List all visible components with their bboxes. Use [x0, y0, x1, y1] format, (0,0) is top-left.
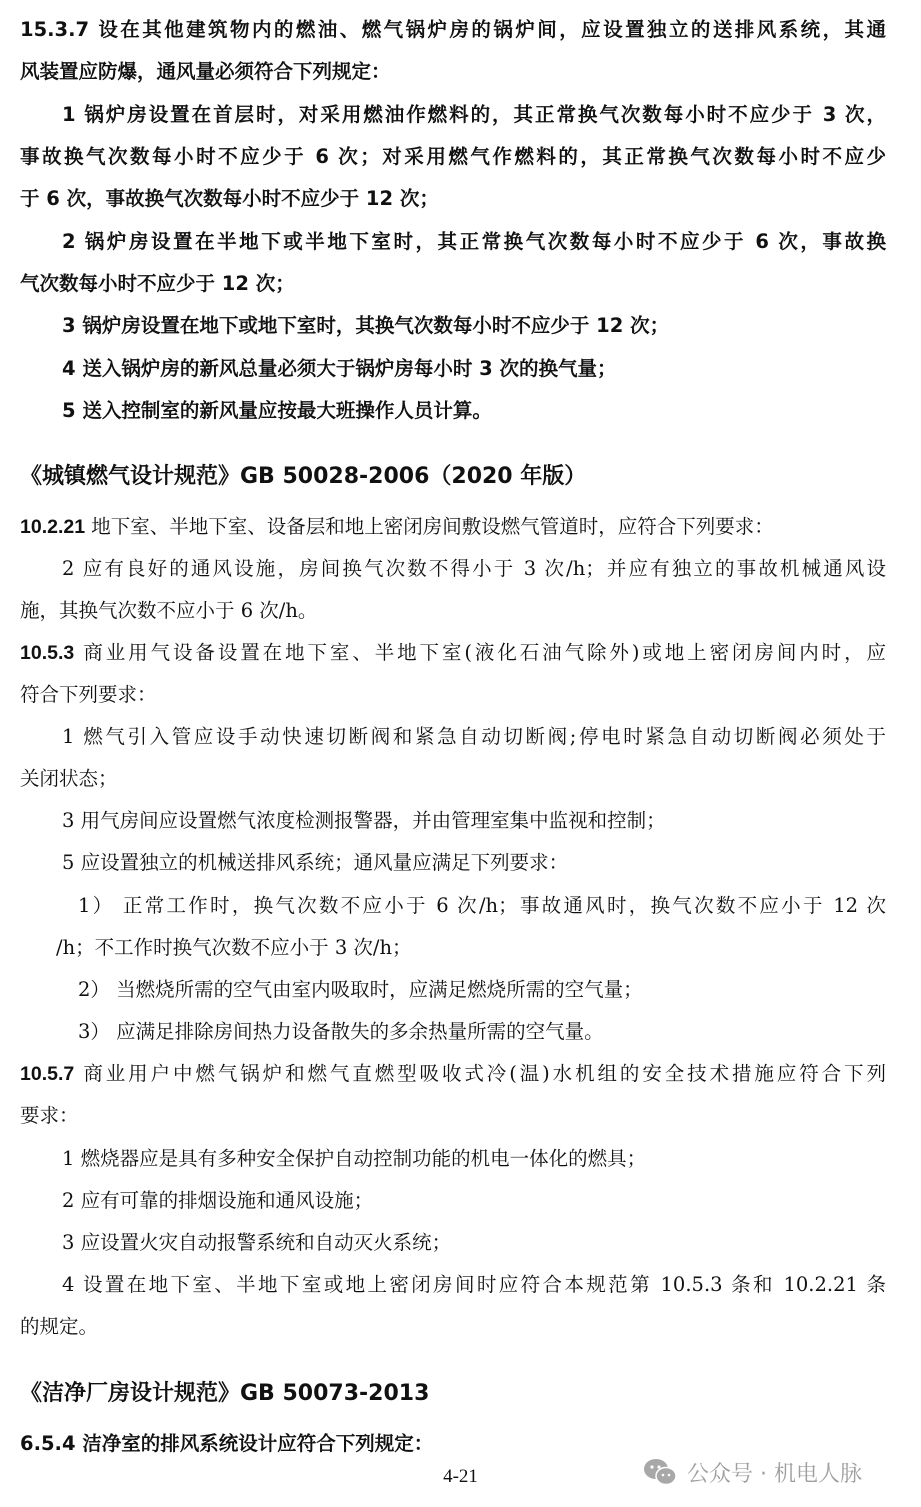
clause-10-2-21-item-2-line-2: 施，其换气次数不应小于 6 次/h。	[20, 599, 318, 622]
watermark	[643, 1455, 862, 1489]
item-1-line-1: 1 锅炉房设置在首层时，对采用燃油作燃料的，其正常换气次数每小时不应少于 3 次，	[62, 103, 886, 126]
clause-text: 地下室、半地下室、设备层和地上密闭房间敷设燃气管道时，应符合下列要求：	[85, 515, 774, 538]
clause-10-5-7-item-4-line-1: 4 设置在地下室、半地下室或地上密闭房间时应符合本规范第 10.5.3 条和 10.2.21 条	[62, 1273, 886, 1296]
clause-10-5-3-item-1-line-1: 1 燃气引入管应设手动快速切断阀和紧急自动切断阀;停电时紧急自动切断阀必须处于	[62, 725, 886, 748]
clause-10-5-3-line-1	[20, 641, 886, 665]
clause-10-5-7-line-2: 要求：	[20, 1104, 79, 1127]
watermark-text: 公众号 · 机电人脉	[687, 1461, 862, 1487]
item-2-line-1: 2 锅炉房设置在半地下或半地下室时，其正常换气次数每小时不应少于 6 次，事故换	[62, 230, 886, 253]
clause-10-5-3-sub-3: 3） 应满足排除房间热力设备散失的多余热量所需的空气量。	[78, 1020, 604, 1043]
clause-10-5-7-item-4-line-2: 的规定。	[20, 1315, 99, 1338]
clause-number: 10.5.3	[20, 642, 75, 664]
clause-10-5-3-sub-1-line-2: /h；不工作时换气次数不应小于 3 次/h；	[56, 936, 412, 959]
clause-6-5-4: 6.5.4 洁净室的排风系统设计应符合下列规定：	[20, 1432, 434, 1455]
item-2-line-2: 气次数每小时不应少于 12 次；	[20, 272, 295, 295]
clause-number: 10.5.7	[20, 1063, 75, 1085]
clause-10-5-3-sub-1-line-1: 1） 正常工作时，换气次数不应小于 6 次/h；事故通风时，换气次数不应小于 12 次	[78, 894, 886, 917]
clause-10-5-7-line-1	[20, 1062, 886, 1086]
standard-heading-gb50028: 《城镇燃气设计规范》GB 50028-2006（2020 年版）	[20, 464, 587, 489]
wechat-icon	[643, 1457, 679, 1487]
clause-10-5-3-item-5: 5 应设置独立的机械送排风系统；通风量应满足下列要求：	[62, 851, 569, 874]
item-5: 5 送入控制室的新风量应按最大班操作人员计算。	[62, 399, 492, 422]
clause-10-5-3-item-3: 3 用气房间应设置燃气浓度检测报警器，并由管理室集中监视和控制；	[62, 809, 666, 832]
clause-15-3-7-line-2: 风装置应防爆，通风量必须符合下列规定：	[20, 60, 391, 83]
clause-10-5-3-line-2: 符合下列要求：	[20, 683, 157, 706]
clause-10-5-3-item-1-line-2: 关闭状态；	[20, 767, 118, 790]
clause-10-5-3-sub-2: 2） 当燃烧所需的空气由室内吸取时，应满足燃烧所需的空气量；	[78, 978, 643, 1001]
clause-10-2-21-line-1	[20, 515, 886, 539]
clause-10-2-21-item-2-line-1: 2 应有良好的通风设施，房间换气次数不得小于 3 次/h；并应有独立的事故机械通风设	[62, 557, 886, 580]
item-1-line-2: 事故换气次数每小时不应少于 6 次；对采用燃气作燃料的，其正常换气次数每小时不应少	[20, 145, 886, 168]
item-3: 3 锅炉房设置在地下或地下室时，其换气次数每小时不应少于 12 次；	[62, 314, 670, 337]
page-number: 4-21	[443, 1466, 478, 1487]
clause-10-5-7-item-1: 1 燃烧器应是具有多种安全保护自动控制功能的机电一体化的燃具；	[62, 1147, 647, 1170]
standard-heading-gb50073: 《洁净厂房设计规范》GB 50073-2013	[20, 1381, 430, 1406]
clause-15-3-7-line-1: 15.3.7 设在其他建筑物内的燃油、燃气锅炉房的锅炉间，应设置独立的送排风系统，其通	[20, 18, 886, 41]
clause-10-5-7-item-2: 2 应有可靠的排烟设施和通风设施；	[62, 1189, 374, 1212]
item-1-line-3: 于 6 次，事故换气次数每小时不应少于 12 次；	[20, 187, 439, 210]
clause-text: 商业用气设备设置在地下室、半地下室(液化石油气除外)或地上密闭房间内时，应	[74, 641, 886, 664]
clause-10-5-7-item-3: 3 应设置火灾自动报警系统和自动灭火系统；	[62, 1231, 452, 1254]
item-4: 4 送入锅炉房的新风总量必须大于锅炉房每小时 3 次的换气量；	[62, 357, 617, 380]
clause-text: 商业用户中燃气锅炉和燃气直燃型吸收式冷(温)水机组的安全技术措施应符合下列	[74, 1062, 886, 1085]
clause-number: 10.2.21	[20, 516, 86, 538]
